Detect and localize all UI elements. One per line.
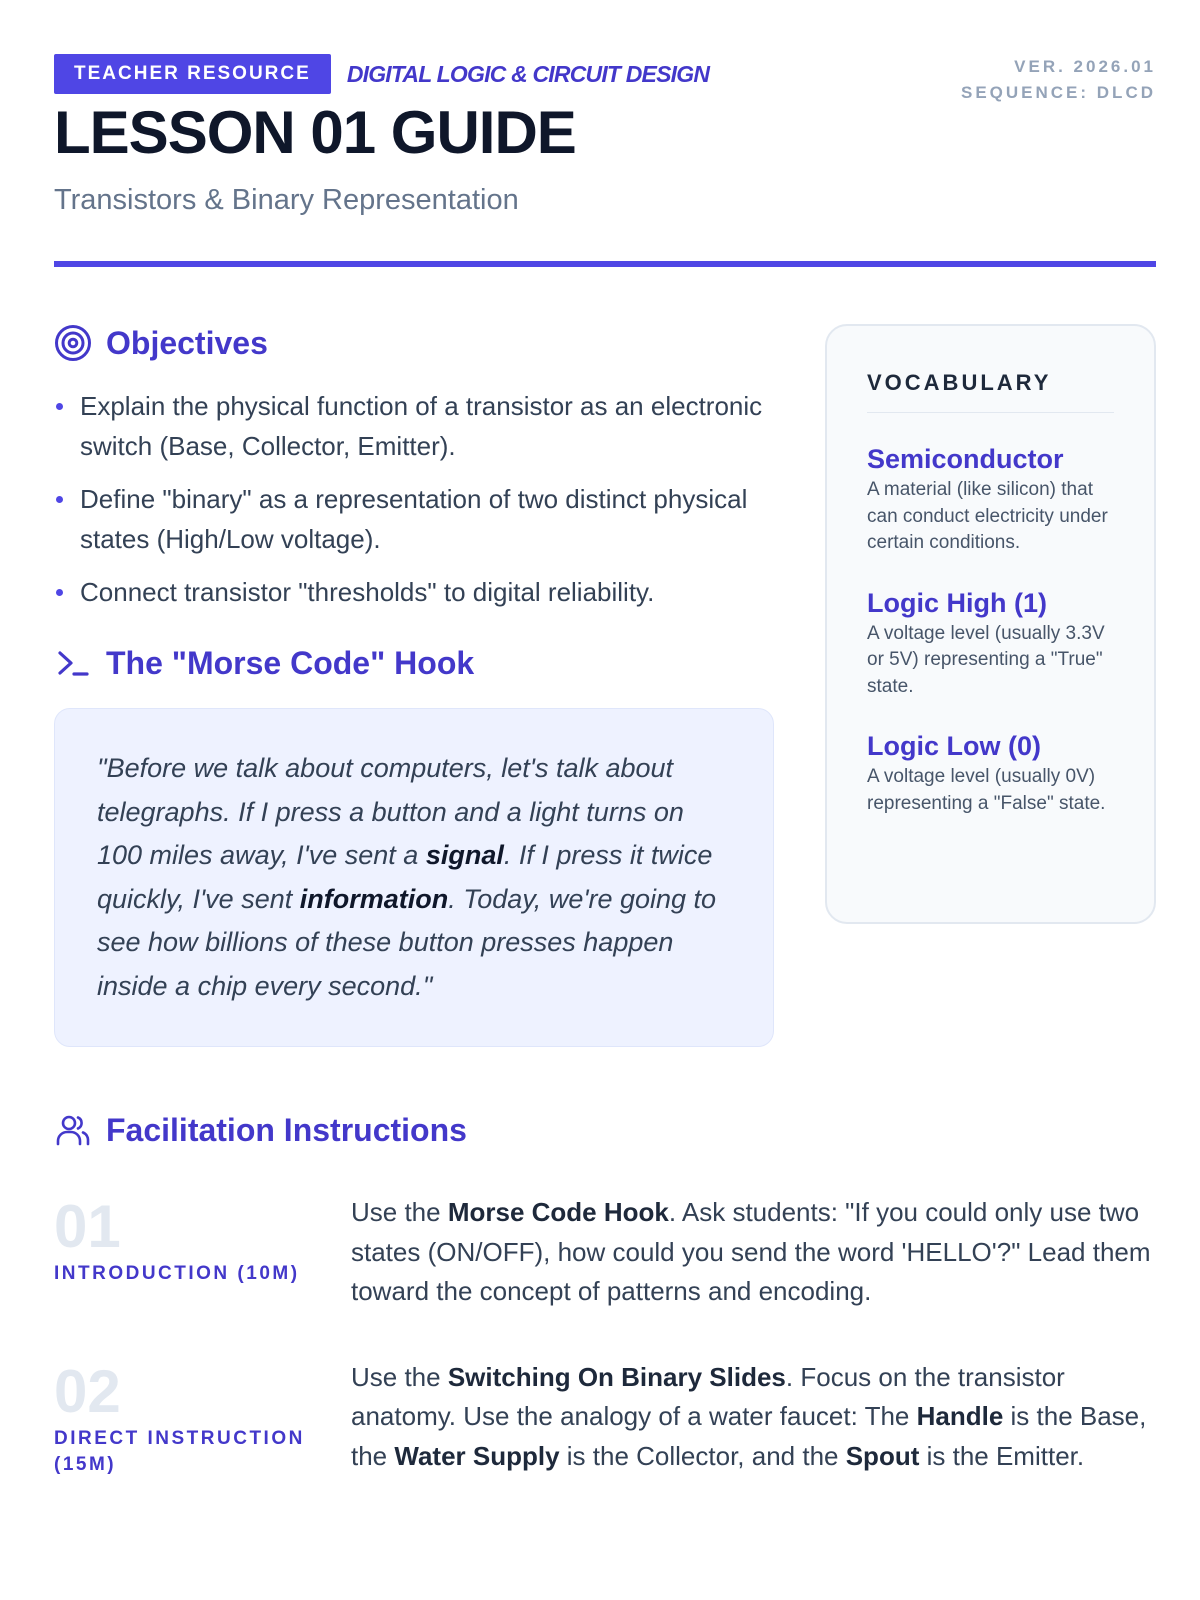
vocab-term-name: Semiconductor <box>867 444 1064 474</box>
step-number: 01 <box>54 1193 121 1260</box>
course-name: DIGITAL LOGIC & CIRCUIT DESIGN <box>346 60 710 87</box>
sequence-label: SEQUENCE: DLCD <box>960 83 1156 102</box>
quote-text: . Today, we're going to see how billions of these button presses happen inside a chip every second." <box>97 883 717 1001</box>
vocab-term-name: Logic Low (0) <box>867 731 1041 761</box>
target-icon <box>54 324 92 362</box>
vocabulary-title: VOCABULARY <box>867 370 1114 413</box>
version-label: VER. 2026.01 <box>1014 57 1156 76</box>
quote-text: "Before we talk about computers, let's talk about telegraphs. If I press a button and a light turns on 100 miles away, I've sent a <box>97 753 684 870</box>
vocab-term-definition: A voltage level (usually 3.3V or 5V) representing a "True" state. <box>867 622 1105 697</box>
quote-emphasis: signal <box>425 840 504 870</box>
step-text: is the Base, the <box>351 1401 1147 1471</box>
quote-emphasis: information <box>299 883 449 914</box>
facilitation-heading <box>54 1111 1156 1149</box>
step-text: Use the <box>351 1197 448 1227</box>
step-emphasis: Switching On Binary Slides <box>447 1361 786 1392</box>
facilitation-section <box>54 1111 1156 1524</box>
step-text: Use the <box>351 1361 448 1392</box>
step-emphasis: Handle <box>916 1401 1004 1431</box>
users-icon <box>54 1111 92 1149</box>
vocab-term-definition: A material (like silicon) that can conduct electricity under certain conditions. <box>867 479 1108 553</box>
objectives-list <box>54 386 774 612</box>
step-label: DIRECT INSTRUCTION (15M) <box>54 1427 305 1475</box>
step-emphasis: Water Supply <box>394 1440 560 1471</box>
lesson-guide-page <box>54 54 1156 1475</box>
facilitation-steps <box>54 1193 1156 1478</box>
page-title: LESSON 01 GUIDE <box>54 99 576 166</box>
hook-heading-label: The "Morse Code" Hook <box>106 644 475 681</box>
step-emphasis: Spout <box>845 1440 920 1471</box>
list-item: Define "binary" as a representation of two distinct physical states (High/Low voltage). <box>54 479 774 559</box>
step-number: 02 <box>54 1357 121 1425</box>
vocab-term <box>867 730 1114 817</box>
step-text: is the Collector, and the <box>559 1440 846 1471</box>
header-divider <box>54 261 1156 267</box>
terminal-icon <box>54 644 92 682</box>
vocabulary-card <box>825 324 1156 924</box>
step-description <box>351 1358 1156 1478</box>
step-text: . Focus on the transistor anatomy. Use the analogy of a water faucet: The <box>351 1361 1065 1431</box>
step-text: . Ask students: "If you could only use two states (ON/OFF), how could you send the word 'HELLO'?" Lead them toward the concept of patterns and encoding. <box>351 1197 1151 1306</box>
step-emphasis: Morse Code Hook <box>447 1197 669 1227</box>
step-description <box>351 1193 1156 1312</box>
facilitation-step <box>54 1358 1156 1478</box>
facilitation-heading-label: Facilitation Instructions <box>106 1111 467 1148</box>
document-meta <box>961 54 1156 106</box>
hook-quote <box>54 708 774 1047</box>
vocab-term <box>867 587 1114 701</box>
teacher-resource-badge: TEACHER RESOURCE <box>54 54 331 94</box>
objectives-heading-label: Objectives <box>106 324 268 361</box>
quote-text: . If I press it twice quickly, I've sent <box>97 840 713 914</box>
hook-heading <box>54 644 774 682</box>
list-item: Explain the physical function of a transistor as an electronic switch (Base, Collector, Emitter). <box>54 386 774 466</box>
step-header <box>54 1358 351 1478</box>
objectives-heading <box>54 324 774 362</box>
vocab-term <box>867 443 1114 557</box>
step-label: INTRODUCTION (10M) <box>54 1263 300 1284</box>
page-subtitle: Transistors & Binary Representation <box>54 184 519 216</box>
vocab-term-name: Logic High (1) <box>867 587 1047 618</box>
list-item: Connect transistor "thresholds" to digital reliability. <box>54 572 774 612</box>
step-text: is the Emitter. <box>919 1440 1085 1471</box>
facilitation-step <box>54 1193 1156 1312</box>
step-header <box>54 1193 351 1312</box>
vocab-term-definition: A voltage level (usually 0V) representing a "False" state. <box>867 766 1106 814</box>
main-column <box>54 324 774 1047</box>
